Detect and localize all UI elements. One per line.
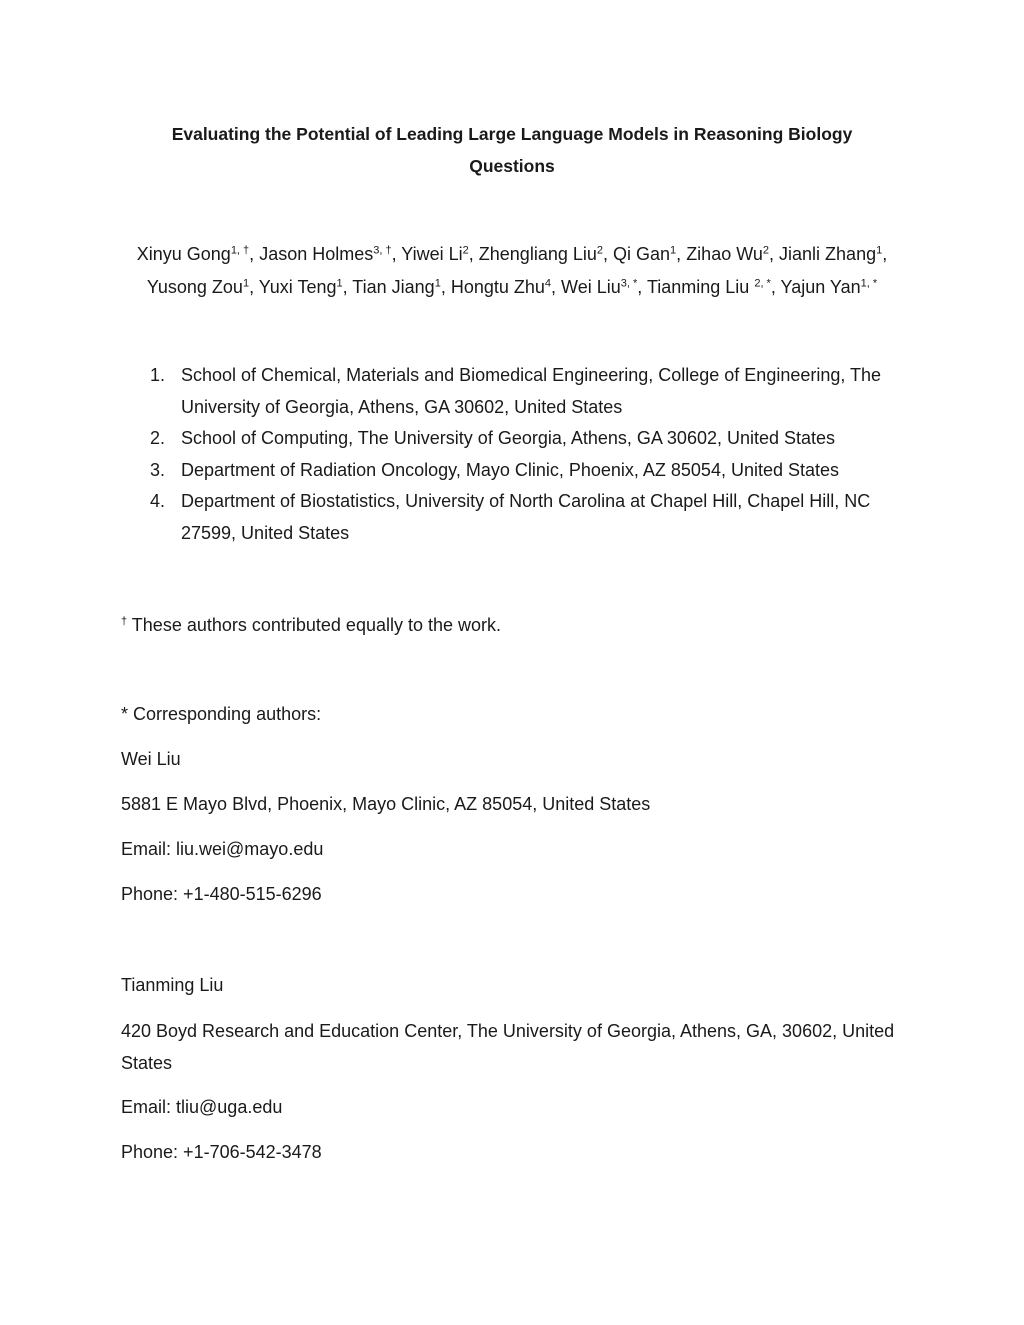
author-name: Yusong Zou [146, 277, 243, 297]
corresponding-author2-name-block [121, 963, 921, 1008]
author-affil-mark: 3, * [620, 277, 638, 290]
author-separator: , [551, 277, 562, 297]
author2-email: Email: tliu@uga.edu [121, 1097, 283, 1117]
author-separator: , [637, 277, 647, 297]
author-affil-mark: 2, * [754, 277, 771, 290]
author-name: Wei Liu [561, 277, 621, 297]
author-line-2 [100, 271, 924, 304]
affiliation-list [150, 360, 910, 550]
author-affil-mark: 1 [434, 277, 441, 290]
author2-name: Tianming Liu [121, 975, 224, 995]
author-affil-mark: 2 [596, 244, 603, 257]
author-name: Qi Gan [613, 244, 671, 264]
author-separator: , [676, 244, 687, 264]
title-line-2: Questions [469, 156, 555, 176]
affiliation-item [150, 423, 910, 455]
author-affil-mark: 2 [762, 244, 770, 257]
author2-address-line-1: 420 Boyd Research and Education Center, The University of Georgia, Athens, GA, 30602, United [121, 1021, 895, 1041]
affiliation-item [150, 455, 910, 487]
author-affil-mark: 1 [336, 277, 343, 290]
author1-address: 5881 E Mayo Blvd, Phoenix, Mayo Clinic, AZ 85054, United States [121, 794, 651, 814]
author-name: Tianming Liu [646, 277, 755, 297]
title-line-1: Evaluating the Potential of Leading Large Language Models in Reasoning Biology [171, 124, 853, 144]
author-separator: , [249, 277, 259, 297]
affiliation-number: 3. [150, 459, 166, 480]
author-name: Yiwei Li [401, 244, 463, 264]
author-affil-mark: 3, † [373, 244, 392, 257]
author-separator: , [468, 244, 479, 264]
author-separator: , [770, 277, 781, 297]
author-name: Zihao Wu [686, 244, 763, 264]
affiliation-number: 2. [150, 428, 166, 449]
affiliation-text: Department of Biostatistics, University of North Carolina at Chapel Hill, Chapel Hill, NC [181, 491, 871, 512]
affiliation-text: Department of Radiation Oncology, Mayo Clinic, Phoenix, AZ 85054, United States [181, 459, 840, 480]
author-name: Hongtu Zhu [450, 277, 545, 297]
author-affil-mark: 1 [242, 277, 250, 290]
author-separator: , [882, 244, 888, 264]
affiliation-text: 27599, United States [181, 522, 350, 543]
affiliation-number: 4. [150, 491, 166, 512]
author-name: Jianli Zhang [779, 244, 877, 264]
author-name: Tian Jiang [352, 277, 435, 297]
author-separator: , [603, 244, 614, 264]
author-separator: , [391, 244, 402, 264]
affiliation-number: 1. [150, 365, 166, 385]
equal-contribution-text: These authors contributed equally to the work. [127, 615, 502, 635]
author-name: Yajun Yan [780, 277, 861, 297]
author-separator: , [769, 244, 780, 264]
author1-email: Email: liu.wei@mayo.edu [121, 839, 324, 859]
author2-phone: Phone: +1-706-542-3478 [121, 1142, 322, 1162]
affiliation-item [150, 360, 910, 423]
author2-address-line-2: States [121, 1053, 173, 1073]
author-affil-mark: 1, † [230, 244, 250, 257]
author-affil-mark: 2 [462, 244, 469, 257]
author-affil-mark: 1 [670, 244, 677, 257]
author-affil-mark: 4 [544, 277, 552, 290]
corresponding-author2-contact-block [121, 1085, 921, 1175]
corresponding-heading: * Corresponding authors: [121, 704, 322, 724]
author-list [100, 238, 924, 304]
author-name: Zhengliang Liu [478, 244, 597, 264]
author-separator: , [249, 244, 260, 264]
author-affil-mark: 1, * [860, 277, 878, 290]
author-separator: , [440, 277, 451, 297]
corresponding-author2-address-block [121, 1015, 921, 1079]
affiliation-item [150, 486, 910, 549]
affiliation-text: School of Chemical, Materials and Biomedical Engineering, College of Engineering, The [181, 365, 882, 385]
author-name: Yuxi Teng [258, 277, 337, 297]
dagger-mark: † [121, 615, 128, 628]
affiliation-text: University of Georgia, Athens, GA 30602, United States [181, 396, 623, 417]
corresponding-authors-section [121, 692, 921, 917]
author-separator: , [342, 277, 353, 297]
equal-contribution-note [121, 610, 921, 640]
author-name: Xinyu Gong [136, 244, 231, 264]
author1-phone: Phone: +1-480-515-6296 [121, 884, 322, 904]
author-line-1 [100, 238, 924, 271]
author1-name: Wei Liu [121, 749, 181, 769]
paper-title [0, 118, 1024, 182]
author-name: Jason Holmes [259, 244, 374, 264]
affiliation-text: School of Computing, The University of Georgia, Athens, GA 30602, United States [181, 428, 836, 449]
author-affil-mark: 1 [876, 244, 883, 257]
